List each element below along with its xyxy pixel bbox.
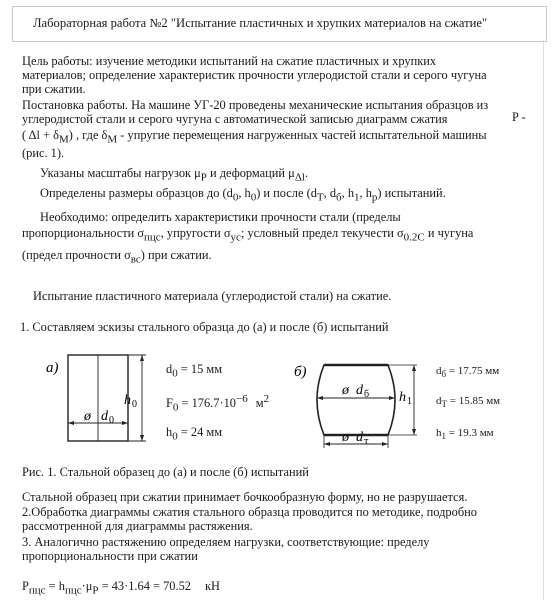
setup-line-3: ( $\Delta l + \delta_M$) , где $\delta_M$ - упругие перемещения нагруженных частей испытательной машины <box>22 128 487 146</box>
figure-caption: Рис. 1. Стальной образец до (а) и после (б) испытаний <box>22 465 309 479</box>
fig-b-diam-symbol: ø <box>342 383 349 398</box>
fig-b-dt-sub: т <box>364 436 369 447</box>
f0-value: $F_0 = 176.7\cdot 10^{-6}$ $м^2$ <box>166 393 270 414</box>
section-heading: Испытание пластичного материала (углеродистой стали) на сжатие. <box>33 289 392 303</box>
need-line-1: Необходимо: определить характеристики прочности стали (пределы <box>40 210 401 224</box>
step-1: 1. Составляем эскизы стального образца до (а) и после (б) испытаний <box>20 320 389 334</box>
paragraph-3a: 3. Аналогично растяжению определяем нагрузки, соответствующие: пределу <box>22 535 430 549</box>
fig-a-diam-symbol: ø <box>84 409 91 424</box>
fig-b-label: б) <box>294 364 307 380</box>
setup-line-2: углеродистой стали и серого чугуна с автоматической записью диаграмм сжатия <box>22 112 448 126</box>
fig-a-d-sub: 0 <box>109 415 114 426</box>
need-line-3: (предел прочности $\sigma_{вс}$) при сжатии. <box>22 248 212 266</box>
fig-b-db-sub: б <box>364 389 370 400</box>
goal-line-2: материалов; определение характеристик прочности углеродистой стали и серого чугуна <box>22 68 487 82</box>
fig-a-h: h <box>124 393 131 408</box>
fig-b-h: h <box>399 390 406 405</box>
setup-line-1: Постановка работы. На машине УГ-20 проведены механические испытания образцов из <box>22 98 489 112</box>
need-line-2: пропорциональности $\sigma_{пцс}$, упругости $\sigma_{ус}$; условный предел текучести $\sigma_{0.2С}$ и чугуна <box>22 226 474 244</box>
sizes-line: Определены размеры образцов до ($d_0$, $h_0$) и после ($d_T$, $d_б$, $h_1$, $h_p$) испытаний. <box>40 186 446 204</box>
scales-line: Указаны масштабы нагрузок $\mu_P$ и деформаций $\mu_{\Delta l}$. <box>40 166 309 184</box>
setup-line-4: (рис. 1). <box>22 146 65 160</box>
fig-a-h-sub: 0 <box>132 399 137 410</box>
specimen-after <box>317 365 395 435</box>
d0-value: $d_0 = 15$ мм <box>166 362 223 380</box>
setup-line-2-tail: P - <box>512 110 526 124</box>
fig-a-label: а) <box>46 360 59 376</box>
h0-value: $h_0 = 24$ мм <box>166 425 223 443</box>
fig-b-h-sub: 1 <box>407 396 412 407</box>
figure-b <box>290 352 430 452</box>
fig-b-dt-diam-symbol: ø <box>342 430 349 445</box>
paragraph-1: Стальной образец при сжатии принимает бочкообразную форму, но не разрушается. <box>22 490 468 504</box>
paragraph-2a: 2.Обработка диаграммы сжатия стального образца проводится по методике, подробно <box>22 505 477 519</box>
fig-a-d: d <box>101 409 108 424</box>
formula-p-pts: $P_{пцс} = h_{пцс}\cdot\mu_P = 43\cdot 1.64 = 70.52$ кН <box>22 579 220 597</box>
fig-b-db: d <box>356 383 363 398</box>
dt-value: $d_T = 15.85$ мм <box>436 395 501 410</box>
db-value: $d_б = 17.75$ мм <box>436 365 500 380</box>
paragraph-2b: рассмотренной для диаграммы растяжения. <box>22 519 253 533</box>
page-title: Лабораторная работа №2 "Испытание пластичных и хрупких материалов на сжатие" <box>33 16 488 30</box>
goal-line-3: при сжатии. <box>22 82 86 96</box>
right-border <box>543 40 544 600</box>
fig-b-dt: d <box>356 430 363 445</box>
h1-value: $h_1 = 19.3$ мм <box>436 427 494 442</box>
goal-line-1: Цель работы: изучение методики испытаний на сжатие пластичных и хрупких <box>22 54 437 68</box>
paragraph-3b: пропорциональности при сжатии <box>22 549 198 563</box>
